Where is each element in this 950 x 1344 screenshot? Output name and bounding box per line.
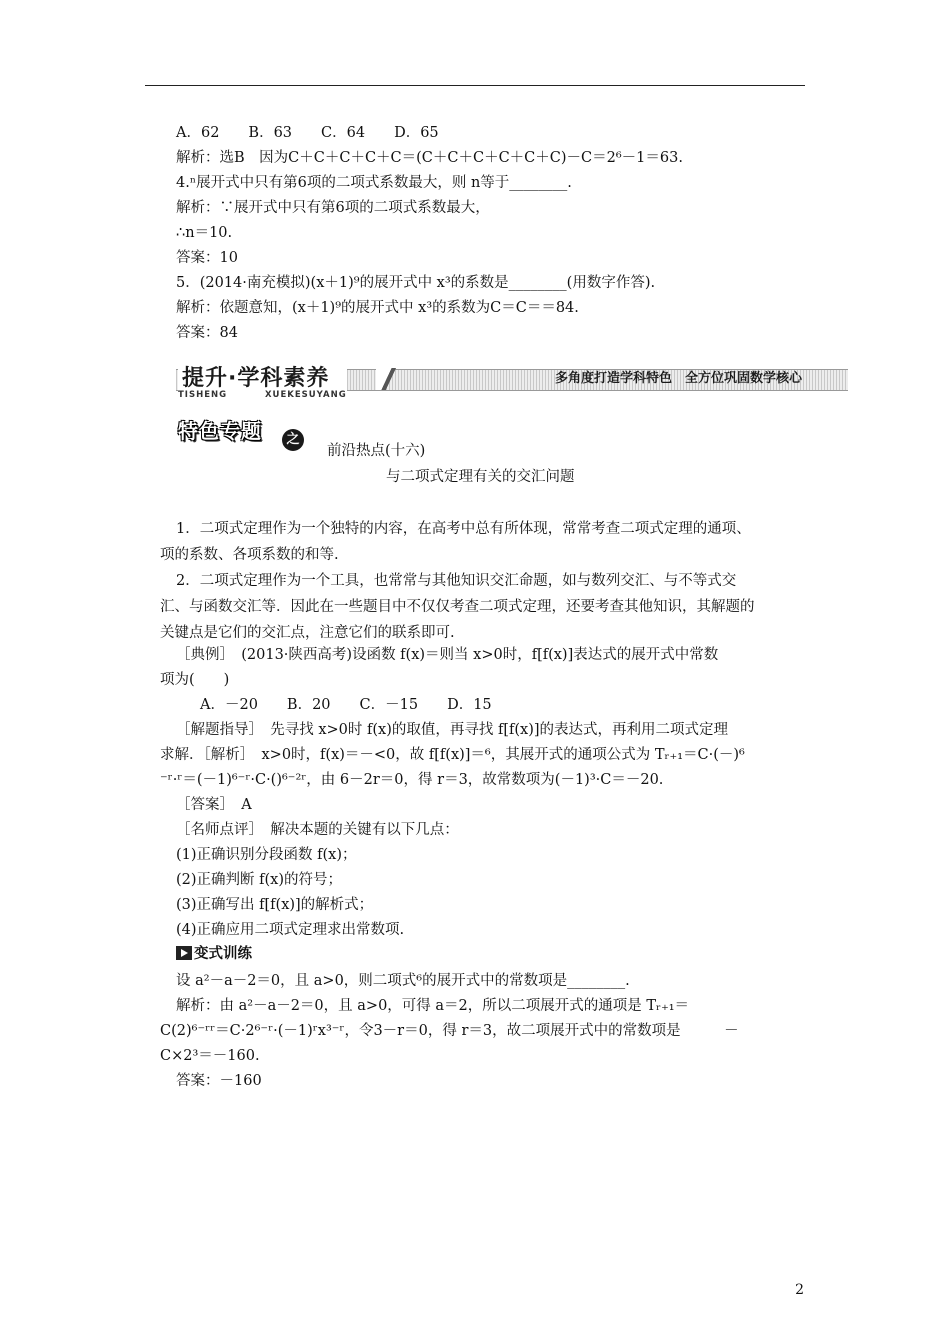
comment-point-1: (1)正确识别分段函数 f(x)； (176, 847, 357, 863)
answer-5: 答案：84 (176, 325, 238, 341)
banner-pinyin-1: TISHENG (178, 390, 228, 400)
comment-title: ［名师点评］ 解决本题的关键有以下几点： (176, 822, 459, 838)
feature-badge-text: 特色专题 (178, 419, 262, 443)
paragraph-1b: 项的系数、各项系数的和等. (160, 547, 339, 563)
paragraph-2c: 关键点是它们的交汇点，注意它们的联系即可. (160, 625, 455, 641)
answer-4: 答案：10 (176, 250, 238, 266)
comment-point-3: (3)正确写出 f[f(x)]的解析式； (176, 897, 374, 913)
variant-training-text: 变式训练 (194, 946, 252, 962)
solution-line-5: 解析：依题意知，(x＋1)⁹的展开式中 x³的系数为C＝C＝＝84. (176, 300, 579, 316)
paragraph-2b: 汇、与函数交汇等．因此在一些题目中不仅仅考查二项式定理，还要考查其他知识，其解题的 (160, 599, 755, 615)
banner-slash-decoration (376, 368, 400, 390)
example-answer: ［答案］ A (176, 797, 252, 813)
example-options: A．－20 B．20 C．－15 D．15 (200, 697, 492, 713)
example-line-2: 项为( ) (160, 672, 230, 688)
variant-solution-1: 解析：由 a²－a－2＝0，且 a>0，可得 a＝2，所以二项展开式的通项是 Tᵣ₊₁＝ (176, 998, 690, 1014)
guide-line-1: ［解题指导］ 先寻找 x>0时 f(x)的取值，再寻找 f[f(x)]的表达式，再利用二项式定理 (176, 722, 729, 738)
feature-title: 与二项式定理有关的交汇问题 (386, 469, 575, 485)
feature-badge-circle: 之 (282, 429, 304, 451)
header-rule (145, 85, 805, 86)
solution-line-3: 解析：选B 因为C＋C＋C＋C＋C＝(C＋C＋C＋C＋C＋C)－C＝2⁶－1＝63. (176, 150, 683, 166)
banner-pinyin-2: XUEKESUYANG (265, 390, 347, 400)
banner-title: 提升·学科素养 (178, 366, 347, 392)
therefore-line: ∴n＝10. (176, 225, 233, 241)
variant-training-label (176, 944, 252, 964)
variant-solution-3: C×2³＝－160. (160, 1048, 260, 1064)
comment-point-4: (4)正确应用二项式定理求出常数项. (176, 922, 405, 938)
variant-solution-2: C(2)⁶⁻ʳʳ＝C·2⁶⁻ʳ·(－1)ʳx³⁻ʳ，令3－r＝0，得 r＝3，故二项展开式中的常数项是 － (160, 1023, 739, 1039)
question-5: 5．(2014·南充模拟)(x＋1)⁹的展开式中 x³的系数是________(用数字作答). (176, 275, 656, 291)
paragraph-2a: 2．二项式定理作为一个工具，也常常与其他知识交汇命题，如与数列交汇、与不等式交 (176, 573, 737, 589)
solution-line-4: 解析：∵展开式中只有第6项的二项式系数最大， (176, 200, 490, 216)
section-banner (176, 366, 848, 400)
paragraph-1a: 1．二项式定理作为一个独特的内容，在高考中总有所体现，常常考查二项式定理的通项、 (176, 521, 751, 537)
feature-badge (178, 415, 304, 447)
example-line-1: ［典例］ (2013·陕西高考)设函数 f(x)＝则当 x>0时，f[f(x)]表达式的展开式中常数 (176, 647, 719, 663)
guide-line-3: ⁻ʳ·ʳ＝(－1)⁶⁻ʳ·C·()⁶⁻²ʳ，由 6－2r＝0，得 r＝3，故常数项为(－1)³·C＝－20. (160, 772, 664, 788)
variant-question: 设 a²－a－2＝0，且 a>0，则二项式⁶的展开式中的常数项是________. (176, 973, 630, 989)
banner-slogan: 多角度打造学科特色 全方位巩固数学核心 (554, 371, 802, 386)
play-icon (176, 946, 192, 960)
options-line: A．62 B．63 C．64 D．65 (176, 125, 439, 141)
feature-subtitle: 前沿热点(十六) (327, 443, 426, 459)
page-number: 2 (795, 1282, 804, 1298)
variant-answer: 答案：－160 (176, 1073, 262, 1089)
comment-point-2: (2)正确判断 f(x)的符号； (176, 872, 343, 888)
question-4: 4.ⁿ展开式中只有第6项的二项式系数最大，则 n等于________. (176, 175, 572, 191)
guide-line-2: 求解．［解析］ x>0时，f(x)＝－<0，故 f[f(x)]＝⁶，其展开式的通项公式为 Tᵣ₊₁＝C·(－)⁶ (160, 747, 745, 763)
